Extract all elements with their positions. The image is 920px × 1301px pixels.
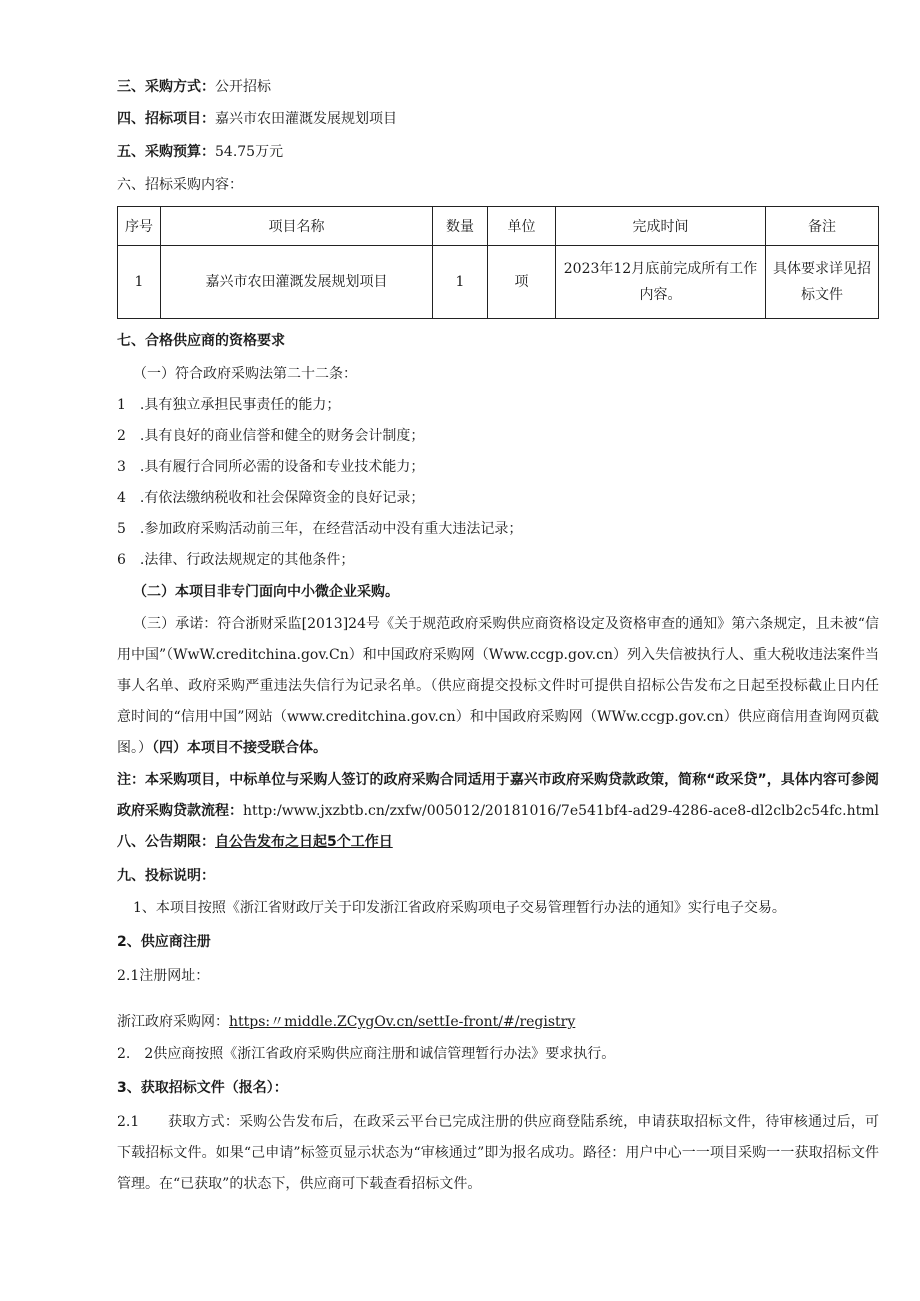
col-header-name: 项目名称	[161, 207, 433, 246]
qualification-item-1: 1 .具有独立承担民事责任的能力；	[117, 397, 341, 413]
section-7-title: 七、合格供应商的资格要求	[117, 333, 285, 349]
section-8-value: 自公告发布之日起5个工作日	[215, 834, 393, 850]
section-7-sub3: （三）承诺：符合浙财采监[2013]24号《关于规范政府采购供应商资格设定及资格审查的通知》第六条规定，且未被“信用中国”（WwW.creditchina.gov.Cn）和中国政府采购网（Www.ccgp.gov.cn）列入失信被执行人、重大税收违法案件当事人名单、政府采购严重违法失信行为记录名单。（供应商提交投标文件时可提供自招标公告发布之日起至投标截止日内任意时间的“信用中国”网站（www.creditchina.gov.cn）和中国政府采购网（WWw.ccgp.gov.cn）供应商信用查询网页截图。）	[117, 616, 879, 756]
section-7-sub4: （四）本项目不接受联合体。	[152, 740, 327, 756]
section-5-label: 五、采购预算：	[117, 144, 215, 160]
loan-process-link[interactable]: http:/www.jxzbtb.cn/zxfw/005012/20181016/7e541bf4-ad29-4286-ace8-dl2clb2c54fc.html	[243, 803, 879, 819]
registration-site-label: 浙江政府采购网：	[117, 1014, 229, 1030]
cell-remark: 具体要求详见招标文件	[766, 246, 879, 319]
section-3	[117, 77, 271, 97]
section-4-value: 嘉兴市农田灌溉发展规划项目	[215, 111, 397, 127]
qualification-item-4: 4 .有依法缴纳税收和社会保障资金的良好记录；	[117, 490, 425, 506]
section-6	[117, 175, 243, 195]
section-9-title: 九、投标说明：	[117, 868, 215, 884]
get-documents-paragraph: 2.1 获取方式：采购公告发布后，在政采云平台已完成注册的供应商登陆系统，申请获取招标文件，待审核通过后，可下载招标文件。如果“己申请”标签页显示状态为“审核通过”即为报名成功。路径：用户中心一一项目采购一一获取招标文件管理。在“已获取”的状态下，供应商可下载查看招标文件。	[117, 1114, 879, 1192]
col-header-remark: 备注	[766, 207, 879, 246]
section-8-label: 八、公告期限：	[117, 834, 215, 850]
registration-url-label: 2.1注册网址：	[117, 968, 210, 984]
registration-site	[117, 1012, 575, 1032]
section-3-value: 公开招标	[215, 79, 271, 95]
qualification-item-3: 3 .具有履行合同所必需的设备和专业技术能力；	[117, 459, 425, 475]
registration-site-link[interactable]: https:〃middle.ZCygOv.cn/settIe-front/#/registry	[229, 1014, 576, 1030]
col-header-unit: 单位	[488, 207, 556, 246]
section-5	[117, 142, 283, 162]
registration-title: 2、供应商注册	[117, 934, 211, 950]
cell-time: 2023年12月底前完成所有工作内容。	[556, 246, 766, 319]
procurement-table	[117, 206, 879, 319]
section-7-sub2: （二）本项目非专门面向中小微企业采购。	[133, 584, 399, 600]
qualification-item-2: 2 .具有良好的商业信誉和健全的财务会计制度；	[117, 428, 425, 444]
note-paragraph	[117, 765, 879, 858]
section-4	[117, 109, 397, 129]
section-7-sub3-paragraph	[117, 609, 879, 764]
table-header-row	[118, 207, 879, 246]
col-header-time: 完成时间	[556, 207, 766, 246]
section-3-label: 三、采购方式：	[117, 79, 215, 95]
note-main: 注：本采购项目，中标单位与采购人签订的政府采购合同适用于嘉兴市政府采购贷款政策，简称“政采贷”，具体内容可参阅政府采购贷款流程：	[117, 772, 879, 819]
col-header-qty: 数量	[433, 207, 488, 246]
cell-unit: 项	[488, 246, 556, 319]
section-7-sub1: （一）符合政府采购法第二十二条：	[133, 366, 357, 382]
section-6-label: 六、招标采购内容：	[117, 177, 243, 193]
registration-rule: 2. 2供应商按照《浙江省政府采购供应商注册和诚信管理暂行办法》要求执行。	[117, 1046, 616, 1062]
section-4-label: 四、招标项目：	[117, 111, 215, 127]
section-5-value: 54.75万元	[215, 144, 284, 160]
get-documents-title: 3、获取招标文件（报名）：	[117, 1080, 288, 1096]
table-row	[118, 246, 879, 319]
col-header-index: 序号	[118, 207, 161, 246]
cell-name: 嘉兴市农田灌溉发展规划项目	[161, 246, 433, 319]
cell-qty: 1	[433, 246, 488, 319]
section-9-item-1: 1、本项目按照《浙江省财政厅关于印发浙江省政府采购项电子交易管理暂行办法的通知》实行电子交易。	[133, 900, 786, 916]
qualification-item-6: 6 .法律、行政法规规定的其他条件；	[117, 552, 355, 568]
qualification-item-5: 5 .参加政府采购活动前三年，在经营活动中没有重大违法记录；	[117, 521, 523, 537]
cell-index: 1	[118, 246, 161, 319]
